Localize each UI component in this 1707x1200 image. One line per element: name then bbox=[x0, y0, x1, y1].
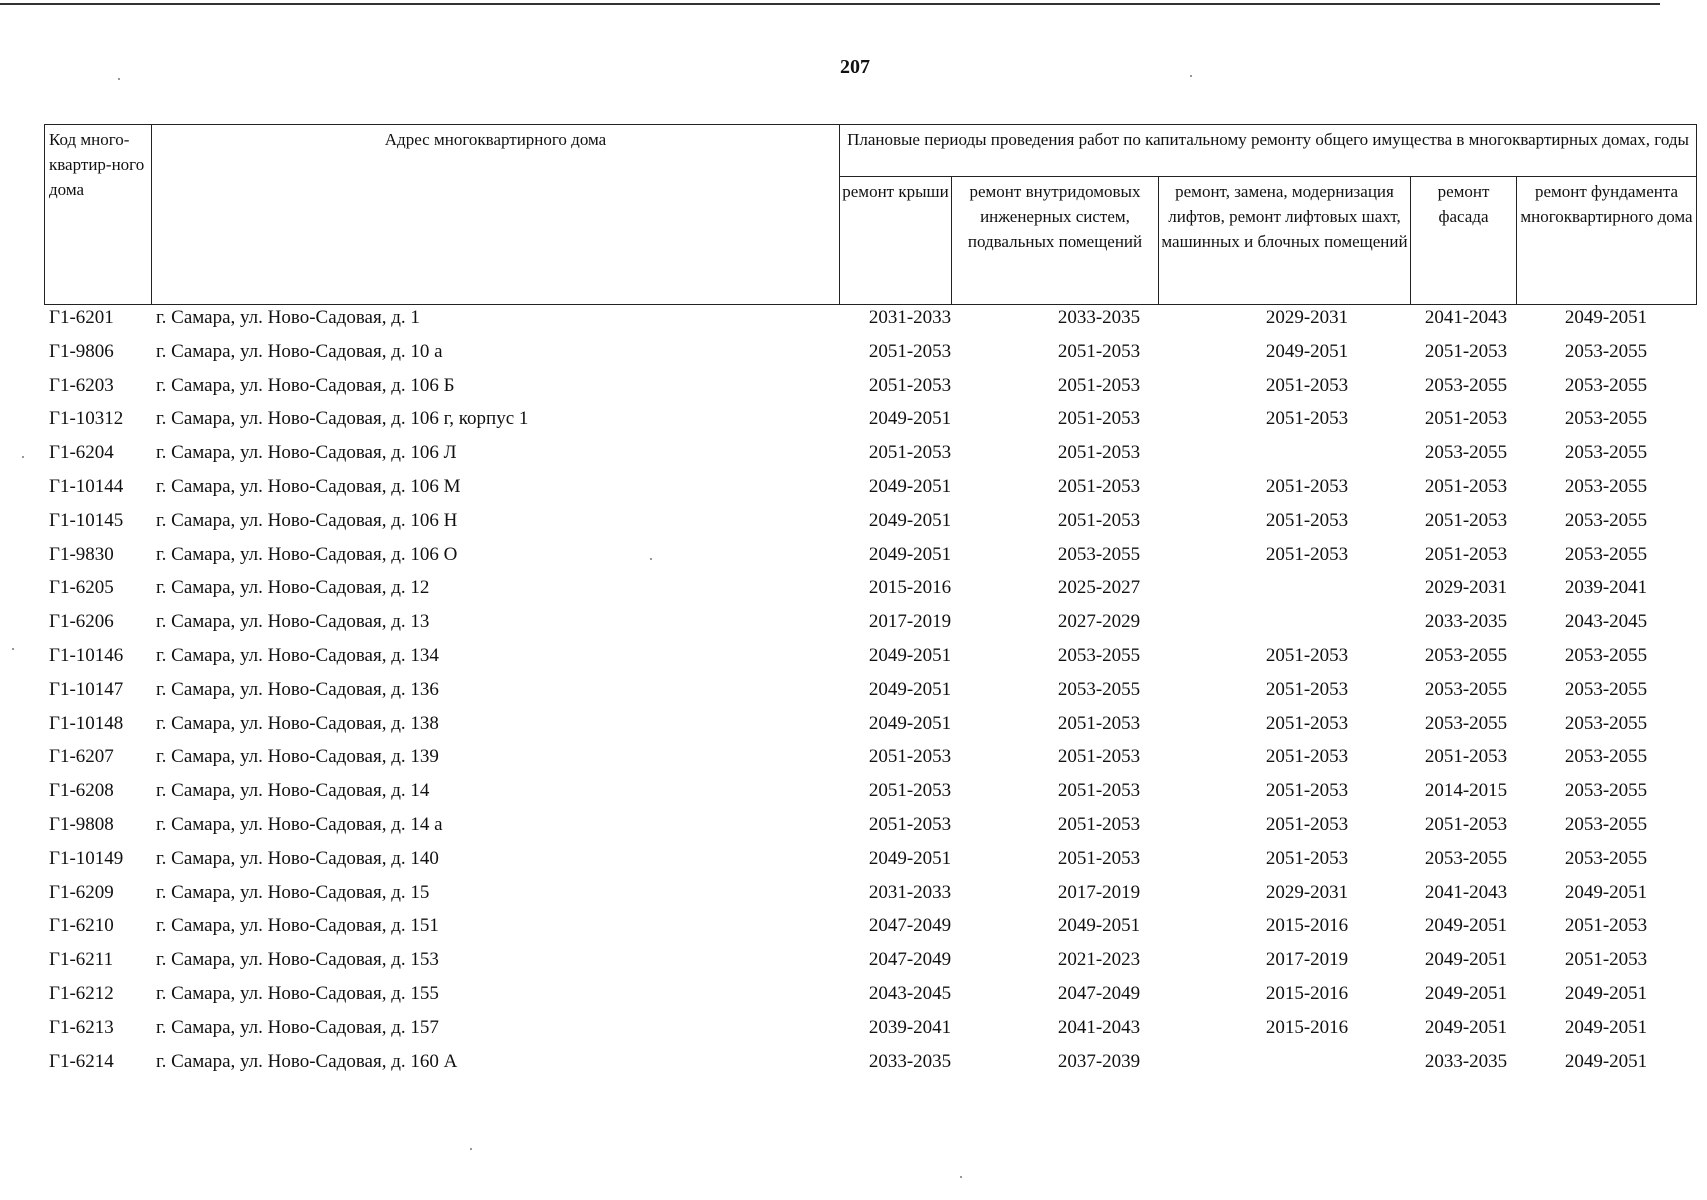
table-row bbox=[44, 375, 1696, 409]
facade-period-cell: 2033-2035 bbox=[1424, 611, 1508, 633]
scan-speck bbox=[118, 78, 120, 80]
table-row bbox=[44, 341, 1696, 375]
facade-period-cell: 2053-2055 bbox=[1424, 678, 1508, 700]
roof-period-cell: 2047-2049 bbox=[868, 915, 952, 937]
roof-period-cell: 2049-2051 bbox=[868, 509, 952, 531]
code-cell: Г1-9830 bbox=[49, 543, 114, 565]
code-cell: Г1-6212 bbox=[49, 982, 114, 1004]
lift-period-cell: 2051-2053 bbox=[1265, 813, 1349, 835]
table-body bbox=[44, 307, 1696, 1084]
table-row bbox=[44, 780, 1696, 814]
code-cell: Г1-6207 bbox=[49, 746, 114, 768]
facade-period-cell: 2053-2055 bbox=[1424, 644, 1508, 666]
facade-period-cell: 2041-2043 bbox=[1424, 307, 1508, 328]
facade-period-cell: 2051-2053 bbox=[1424, 340, 1508, 362]
lift-period-cell: 2029-2031 bbox=[1265, 881, 1349, 903]
engineering-period-cell: 2051-2053 bbox=[1057, 746, 1141, 768]
roof-period-cell: 2047-2049 bbox=[868, 949, 952, 971]
table-row bbox=[44, 408, 1696, 442]
address-cell: г. Самара, ул. Ново-Садовая, д. 160 А bbox=[156, 1050, 458, 1072]
top-border-line bbox=[0, 3, 1660, 5]
roof-period-cell: 2049-2051 bbox=[868, 847, 952, 869]
roof-period-cell: 2051-2053 bbox=[868, 374, 952, 396]
code-cell: Г1-6210 bbox=[49, 915, 114, 937]
foundation-period-cell: 2039-2041 bbox=[1564, 577, 1648, 599]
engineering-period-cell: 2051-2053 bbox=[1057, 847, 1141, 869]
lift-period-cell: 2051-2053 bbox=[1265, 712, 1349, 734]
engineering-period-cell: 2021-2023 bbox=[1057, 949, 1141, 971]
engineering-period-cell: 2051-2053 bbox=[1057, 813, 1141, 835]
address-cell: г. Самара, ул. Ново-Садовая, д. 139 bbox=[156, 746, 439, 768]
facade-period-cell: 2051-2053 bbox=[1424, 746, 1508, 768]
address-cell: г. Самара, ул. Ново-Садовая, д. 13 bbox=[156, 611, 430, 633]
address-cell: г. Самара, ул. Ново-Садовая, д. 106 Б bbox=[156, 374, 455, 396]
lift-period-cell: 2051-2053 bbox=[1265, 543, 1349, 565]
foundation-period-cell: 2051-2053 bbox=[1564, 915, 1648, 937]
foundation-period-cell: 2053-2055 bbox=[1564, 712, 1648, 734]
scan-speck bbox=[470, 1148, 472, 1150]
engineering-period-cell: 2051-2053 bbox=[1057, 475, 1141, 497]
address-cell: г. Самара, ул. Ново-Садовая, д. 155 bbox=[156, 982, 439, 1004]
address-cell: г. Самара, ул. Ново-Садовая, д. 106 О bbox=[156, 543, 458, 565]
facade-period-cell: 2051-2053 bbox=[1424, 509, 1508, 531]
table-row bbox=[44, 814, 1696, 848]
code-cell: Г1-10147 bbox=[49, 678, 124, 700]
table-row bbox=[44, 645, 1696, 679]
roof-period-cell: 2039-2041 bbox=[868, 1016, 952, 1038]
table-row bbox=[44, 949, 1696, 983]
roof-period-cell: 2049-2051 bbox=[868, 475, 952, 497]
lift-period-cell: 2051-2053 bbox=[1265, 374, 1349, 396]
header-periods-group: Плановые периоды проведения работ по капитальному ремонту общего имущества в многоквартирных домах, годы bbox=[840, 125, 1697, 177]
address-cell: г. Самара, ул. Ново-Садовая, д. 151 bbox=[156, 915, 439, 937]
lift-period-cell: 2051-2053 bbox=[1265, 847, 1349, 869]
lift-period-cell: 2029-2031 bbox=[1265, 307, 1349, 328]
code-cell: Г1-6206 bbox=[49, 611, 114, 633]
table-row bbox=[44, 1017, 1696, 1051]
code-cell: Г1-6213 bbox=[49, 1016, 114, 1038]
roof-period-cell: 2033-2035 bbox=[868, 1050, 952, 1072]
facade-period-cell: 2049-2051 bbox=[1424, 949, 1508, 971]
header-lifts: ремонт, замена, модернизация лифтов, ремонт лифтовых шахт, машинных и блочных помещений bbox=[1159, 177, 1411, 305]
code-cell: Г1-10312 bbox=[49, 408, 124, 430]
lift-period-cell: 2051-2053 bbox=[1265, 475, 1349, 497]
address-cell: г. Самара, ул. Ново-Садовая, д. 14 а bbox=[156, 813, 443, 835]
header-roof: ремонт крыши bbox=[840, 177, 952, 305]
facade-period-cell: 2014-2015 bbox=[1424, 780, 1508, 802]
roof-period-cell: 2043-2045 bbox=[868, 982, 952, 1004]
foundation-period-cell: 2049-2051 bbox=[1564, 307, 1648, 328]
table-row bbox=[44, 577, 1696, 611]
roof-period-cell: 2049-2051 bbox=[868, 408, 952, 430]
engineering-period-cell: 2051-2053 bbox=[1057, 408, 1141, 430]
code-cell: Г1-6201 bbox=[49, 307, 114, 328]
roof-period-cell: 2051-2053 bbox=[868, 746, 952, 768]
facade-period-cell: 2049-2051 bbox=[1424, 1016, 1508, 1038]
foundation-period-cell: 2049-2051 bbox=[1564, 881, 1648, 903]
roof-period-cell: 2015-2016 bbox=[868, 577, 952, 599]
foundation-period-cell: 2053-2055 bbox=[1564, 509, 1648, 531]
code-cell: Г1-6204 bbox=[49, 442, 114, 464]
roof-period-cell: 2051-2053 bbox=[868, 340, 952, 362]
roof-period-cell: 2051-2053 bbox=[868, 780, 952, 802]
lift-period-cell: 2015-2016 bbox=[1265, 915, 1349, 937]
engineering-period-cell: 2051-2053 bbox=[1057, 712, 1141, 734]
facade-period-cell: 2051-2053 bbox=[1424, 475, 1508, 497]
roof-period-cell: 2049-2051 bbox=[868, 712, 952, 734]
foundation-period-cell: 2053-2055 bbox=[1564, 746, 1648, 768]
engineering-period-cell: 2037-2039 bbox=[1057, 1050, 1141, 1072]
facade-period-cell: 2051-2053 bbox=[1424, 813, 1508, 835]
address-cell: г. Самара, ул. Ново-Садовая, д. 157 bbox=[156, 1016, 439, 1038]
address-cell: г. Самара, ул. Ново-Садовая, д. 15 bbox=[156, 881, 430, 903]
lift-period-cell: 2051-2053 bbox=[1265, 644, 1349, 666]
code-cell: Г1-6208 bbox=[49, 780, 114, 802]
engineering-period-cell: 2051-2053 bbox=[1057, 509, 1141, 531]
foundation-period-cell: 2053-2055 bbox=[1564, 374, 1648, 396]
code-cell: Г1-10145 bbox=[49, 509, 124, 531]
roof-period-cell: 2017-2019 bbox=[868, 611, 952, 633]
facade-period-cell: 2053-2055 bbox=[1424, 442, 1508, 464]
table-row bbox=[44, 510, 1696, 544]
engineering-period-cell: 2053-2055 bbox=[1057, 543, 1141, 565]
address-cell: г. Самара, ул. Ново-Садовая, д. 106 г, корпус 1 bbox=[156, 408, 529, 430]
lift-period-cell: 2051-2053 bbox=[1265, 780, 1349, 802]
header-engineering: ремонт внутридомовых инженерных систем, подвальных помещений bbox=[952, 177, 1159, 305]
foundation-period-cell: 2049-2051 bbox=[1564, 1050, 1648, 1072]
table-row bbox=[44, 983, 1696, 1017]
code-cell: Г1-10148 bbox=[49, 712, 124, 734]
roof-period-cell: 2051-2053 bbox=[868, 813, 952, 835]
header-facade: ремонт фасада bbox=[1411, 177, 1517, 305]
engineering-period-cell: 2053-2055 bbox=[1057, 644, 1141, 666]
address-cell: г. Самара, ул. Ново-Садовая, д. 140 bbox=[156, 847, 439, 869]
roof-period-cell: 2049-2051 bbox=[868, 678, 952, 700]
scan-speck bbox=[960, 1176, 962, 1178]
table-row bbox=[44, 882, 1696, 916]
roof-period-cell: 2049-2051 bbox=[868, 543, 952, 565]
engineering-period-cell: 2025-2027 bbox=[1057, 577, 1141, 599]
table-row bbox=[44, 307, 1696, 341]
lift-period-cell: 2051-2053 bbox=[1265, 678, 1349, 700]
engineering-period-cell: 2047-2049 bbox=[1057, 982, 1141, 1004]
table-row bbox=[44, 713, 1696, 747]
engineering-period-cell: 2051-2053 bbox=[1057, 442, 1141, 464]
address-cell: г. Самара, ул. Ново-Садовая, д. 106 М bbox=[156, 475, 461, 497]
code-cell: Г1-6211 bbox=[49, 949, 114, 971]
foundation-period-cell: 2051-2053 bbox=[1564, 949, 1648, 971]
address-cell: г. Самара, ул. Ново-Садовая, д. 12 bbox=[156, 577, 430, 599]
code-cell: Г1-10149 bbox=[49, 847, 124, 869]
roof-period-cell: 2051-2053 bbox=[868, 442, 952, 464]
table-row bbox=[44, 746, 1696, 780]
address-cell: г. Самара, ул. Ново-Садовая, д. 136 bbox=[156, 678, 439, 700]
foundation-period-cell: 2053-2055 bbox=[1564, 813, 1648, 835]
foundation-period-cell: 2053-2055 bbox=[1564, 442, 1648, 464]
facade-period-cell: 2051-2053 bbox=[1424, 408, 1508, 430]
foundation-period-cell: 2053-2055 bbox=[1564, 543, 1648, 565]
foundation-period-cell: 2053-2055 bbox=[1564, 780, 1648, 802]
address-cell: г. Самара, ул. Ново-Садовая, д. 106 Н bbox=[156, 509, 458, 531]
foundation-period-cell: 2053-2055 bbox=[1564, 678, 1648, 700]
engineering-period-cell: 2049-2051 bbox=[1057, 915, 1141, 937]
table-row bbox=[44, 442, 1696, 476]
foundation-period-cell: 2053-2055 bbox=[1564, 847, 1648, 869]
engineering-period-cell: 2051-2053 bbox=[1057, 374, 1141, 396]
engineering-period-cell: 2041-2043 bbox=[1057, 1016, 1141, 1038]
facade-period-cell: 2041-2043 bbox=[1424, 881, 1508, 903]
foundation-period-cell: 2053-2055 bbox=[1564, 408, 1648, 430]
lift-period-cell: 2051-2053 bbox=[1265, 509, 1349, 531]
code-cell: Г1-6214 bbox=[49, 1050, 114, 1072]
foundation-period-cell: 2053-2055 bbox=[1564, 340, 1648, 362]
code-cell: Г1-9808 bbox=[49, 813, 114, 835]
engineering-period-cell: 2051-2053 bbox=[1057, 780, 1141, 802]
engineering-period-cell: 2033-2035 bbox=[1057, 307, 1141, 328]
facade-period-cell: 2033-2035 bbox=[1424, 1050, 1508, 1072]
lift-period-cell: 2015-2016 bbox=[1265, 1016, 1349, 1038]
code-cell: Г1-6209 bbox=[49, 881, 114, 903]
table-row bbox=[44, 915, 1696, 949]
scan-speck bbox=[1190, 75, 1192, 77]
lift-period-cell: 2017-2019 bbox=[1265, 949, 1349, 971]
lift-period-cell: 2051-2053 bbox=[1265, 746, 1349, 768]
table-row bbox=[44, 679, 1696, 713]
lift-period-cell: 2015-2016 bbox=[1265, 982, 1349, 1004]
facade-period-cell: 2051-2053 bbox=[1424, 543, 1508, 565]
engineering-period-cell: 2027-2029 bbox=[1057, 611, 1141, 633]
foundation-period-cell: 2049-2051 bbox=[1564, 982, 1648, 1004]
foundation-period-cell: 2053-2055 bbox=[1564, 475, 1648, 497]
code-cell: Г1-10146 bbox=[49, 644, 124, 666]
header-foundation: ремонт фундамента многоквартирного дома bbox=[1517, 177, 1697, 305]
address-cell: г. Самара, ул. Ново-Садовая, д. 1 bbox=[156, 307, 420, 328]
engineering-period-cell: 2051-2053 bbox=[1057, 340, 1141, 362]
address-cell: г. Самара, ул. Ново-Садовая, д. 106 Л bbox=[156, 442, 457, 464]
scan-speck bbox=[22, 456, 24, 458]
lift-period-cell: 2051-2053 bbox=[1265, 408, 1349, 430]
foundation-period-cell: 2049-2051 bbox=[1564, 1016, 1648, 1038]
address-cell: г. Самара, ул. Ново-Садовая, д. 153 bbox=[156, 949, 439, 971]
table-row bbox=[44, 848, 1696, 882]
address-cell: г. Самара, ул. Ново-Садовая, д. 10 а bbox=[156, 340, 443, 362]
facade-period-cell: 2029-2031 bbox=[1424, 577, 1508, 599]
scan-speck bbox=[12, 648, 14, 650]
code-cell: Г1-9806 bbox=[49, 340, 114, 362]
foundation-period-cell: 2053-2055 bbox=[1564, 644, 1648, 666]
table-row bbox=[44, 476, 1696, 510]
engineering-period-cell: 2053-2055 bbox=[1057, 678, 1141, 700]
scan-speck bbox=[650, 558, 652, 560]
table-row bbox=[44, 611, 1696, 645]
address-cell: г. Самара, ул. Ново-Садовая, д. 134 bbox=[156, 644, 439, 666]
address-cell: г. Самара, ул. Ново-Садовая, д. 138 bbox=[156, 712, 439, 734]
code-cell: Г1-10144 bbox=[49, 475, 124, 497]
roof-period-cell: 2031-2033 bbox=[868, 307, 952, 328]
code-cell: Г1-6203 bbox=[49, 374, 114, 396]
facade-period-cell: 2049-2051 bbox=[1424, 982, 1508, 1004]
engineering-period-cell: 2017-2019 bbox=[1057, 881, 1141, 903]
facade-period-cell: 2053-2055 bbox=[1424, 712, 1508, 734]
roof-period-cell: 2031-2033 bbox=[868, 881, 952, 903]
lift-period-cell: 2049-2051 bbox=[1265, 340, 1349, 362]
address-cell: г. Самара, ул. Ново-Садовая, д. 14 bbox=[156, 780, 430, 802]
table-header bbox=[44, 124, 1697, 305]
foundation-period-cell: 2043-2045 bbox=[1564, 611, 1648, 633]
table-row bbox=[44, 544, 1696, 578]
facade-period-cell: 2049-2051 bbox=[1424, 915, 1508, 937]
page-number: 207 bbox=[840, 56, 870, 78]
header-address: Адрес многоквартирного дома bbox=[152, 125, 840, 305]
roof-period-cell: 2049-2051 bbox=[868, 644, 952, 666]
header-code: Код много-квартир-ного дома bbox=[45, 125, 152, 305]
facade-period-cell: 2053-2055 bbox=[1424, 374, 1508, 396]
code-cell: Г1-6205 bbox=[49, 577, 114, 599]
facade-period-cell: 2053-2055 bbox=[1424, 847, 1508, 869]
table-row bbox=[44, 1051, 1696, 1085]
